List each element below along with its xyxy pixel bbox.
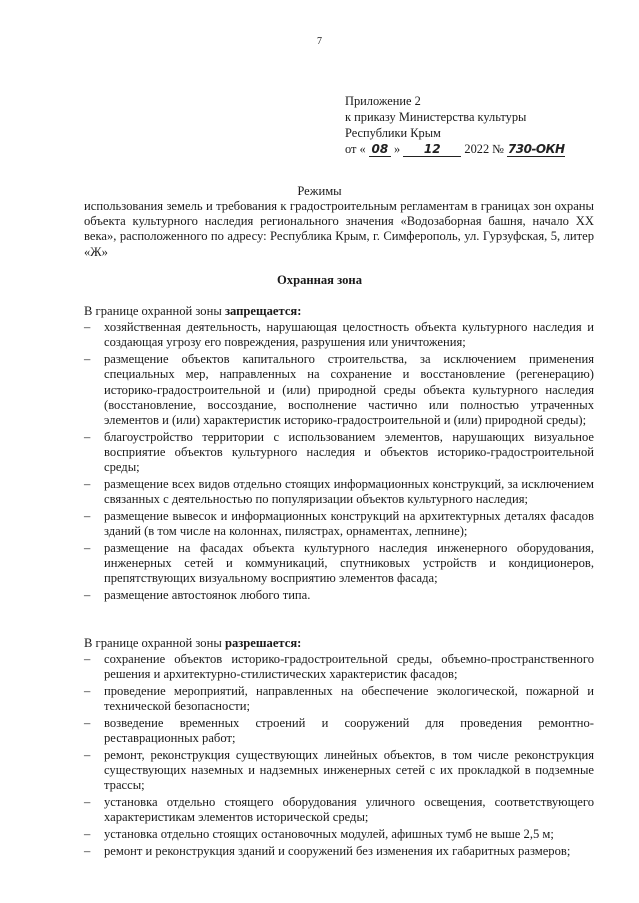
list-item: [84, 509, 594, 539]
list-dash: –: [84, 320, 91, 335]
list-item: [84, 652, 594, 682]
list-item-text: установка отдельно стоящих остановочных модулей, афишных тумб не выше 2,5 м;: [104, 826, 554, 841]
list-dash: –: [84, 843, 91, 858]
list-item-text: ремонт, реконструкция существующих линейных объектов, в том числе реконструкция существующих наземных и надземных инженерных сетей с их прокладкой в подземные трассы;: [104, 747, 594, 793]
list-dash: –: [84, 684, 91, 699]
list-dash: –: [84, 795, 91, 810]
list-dash: –: [84, 540, 91, 555]
date-year: 2022 №: [464, 142, 505, 156]
prohibited-lead: [84, 304, 594, 319]
list-dash: –: [84, 352, 91, 367]
list-dash: –: [84, 652, 91, 667]
list-item-text: сохранение объектов историко-градостроительной среды, объемно-пространственного решения и архитектурно-стилистических характеристик фасадов;: [104, 652, 594, 682]
allowed-list: [84, 652, 594, 859]
appendix-date-line: [345, 141, 605, 157]
date-month-handwritten: 12: [403, 143, 461, 157]
list-item-text: размещение объектов капитального строительства, за исключением применения специальных мер, направленных на сохранение и восстановление (регенерацию) историко-градостроительной и (или) природной среды объекта культурного наследия (восстановление, воссоздание, восполнение частично или полностью утраченных элементов и (или) характеристик историко-градостроительной и (или) природной среды);: [104, 352, 594, 427]
list-item: [84, 320, 594, 350]
list-item: [84, 588, 594, 603]
list-item: [84, 748, 594, 794]
list-item-text: размещение автостоянок любого типа.: [104, 587, 311, 602]
list-item-text: установка отдельно стоящего оборудования уличного освещения, соответствующего характеристикам элементов исторической среды;: [104, 795, 594, 825]
prohibited-lead-text: В границе охранной зоны: [84, 304, 225, 318]
list-item: [84, 684, 594, 714]
list-item: [84, 430, 594, 476]
list-item: [84, 795, 594, 825]
list-dash: –: [84, 716, 91, 731]
list-item-text: размещение на фасадах объекта культурного наследия инженерного оборудования, инженерных сетей и коммуникаций, спутниковых устройств и кондиционеров, препятствующих визуальному восприятию элементов фасада;: [104, 540, 594, 585]
document-title: Режимы: [297, 184, 342, 198]
list-item-text: ремонт и реконструкция зданий и сооружений без изменения их габаритных размеров;: [104, 843, 571, 858]
list-item: [84, 541, 594, 587]
page-number: 7: [317, 36, 322, 47]
appendix-title: Приложение 2: [345, 94, 421, 108]
allowed-lead-text: В границе охранной зоны: [84, 636, 225, 650]
allowed-lead: [84, 636, 594, 651]
list-dash: –: [84, 826, 91, 841]
list-item-text: размещение всех видов отдельно стоящих информационных конструкций, за исключением связанных с деятельностью по популяризации объектов культурного наследия;: [104, 476, 594, 506]
prohibited-section: [84, 304, 594, 604]
list-item: [84, 477, 594, 507]
date-prefix: от «: [345, 142, 366, 156]
list-item: [84, 716, 594, 746]
list-dash: –: [84, 476, 91, 491]
appendix-region: Республики Крым: [345, 126, 441, 140]
date-day-handwritten: 08: [369, 143, 391, 157]
list-item-text: благоустройство территории с использованием элементов, нарушающих визуальное восприятие объектов культурного наследия и объектов историко-градостроительной среды;: [104, 429, 594, 475]
order-number-handwritten: 730-ОКН: [507, 142, 565, 156]
prohibited-lead-bold: запрещается:: [224, 304, 302, 318]
list-dash: –: [84, 429, 91, 444]
list-item-text: возведение временных строений и сооружений для проведения ремонтно-реставрационных работ;: [104, 716, 594, 746]
prohibited-list: [84, 320, 594, 603]
allowed-section: [84, 636, 594, 860]
list-item-text: проведение мероприятий, направленных на обеспечение экологической, пожарной и технической безопасности;: [104, 684, 594, 714]
document-intro: использования земель и требования к градостроительным регламентам в границах зон охраны объекта культурного наследия регионального значения «Водозаборная башня, начало XX века», расположенного по адресу: Республика Крым, г. Симферополь, ул. Гурзуфская, 5, литер «Ж»: [84, 199, 594, 259]
section-heading-protection-zone: Охранная зона: [276, 273, 362, 287]
list-item-text: размещение вывесок и информационных конструкций на архитектурных деталях фасадов зданий (в том числе на колоннах, пилястрах, орнаментах, лепнине);: [104, 508, 594, 538]
list-item: [84, 844, 594, 859]
list-item: [84, 827, 594, 842]
date-mid: »: [393, 142, 401, 156]
list-item: [84, 352, 594, 428]
list-item-text: хозяйственная деятельность, нарушающая целостность объекта культурного наследия и создающая угрозу его повреждения, разрушения или уничтожения;: [104, 320, 594, 350]
appendix-header: [345, 93, 605, 157]
list-dash: –: [84, 587, 91, 602]
list-dash: –: [84, 508, 91, 523]
appendix-order-ref: к приказу Министерства культуры: [345, 110, 527, 124]
allowed-lead-bold: разрешается:: [224, 636, 302, 650]
list-dash: –: [84, 747, 91, 762]
